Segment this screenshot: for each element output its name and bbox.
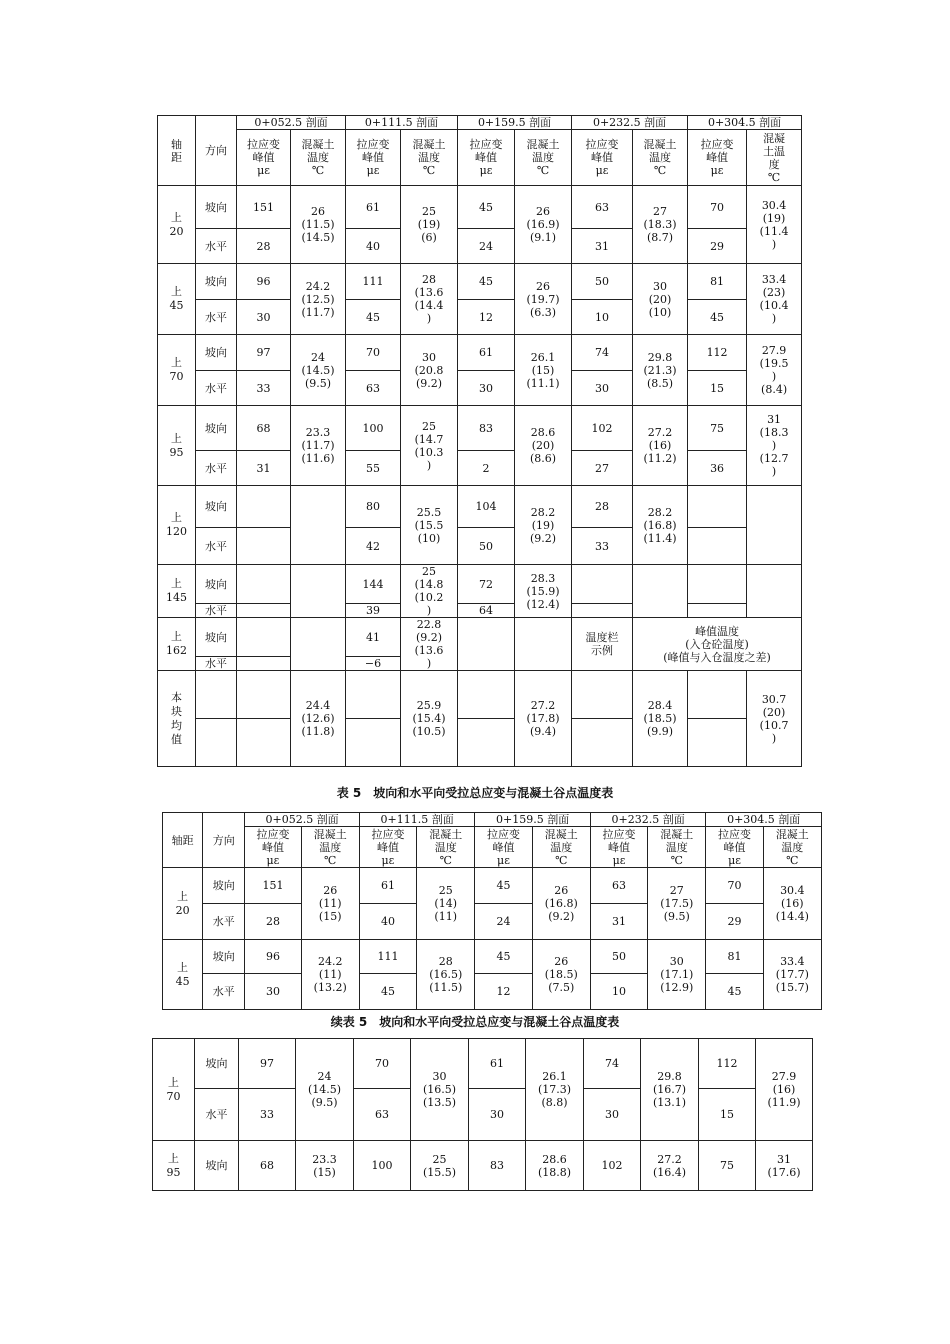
strain-cell: 2 [458, 451, 515, 486]
direction-cell: 水平 [196, 371, 237, 406]
strain-cell: 30 [469, 1089, 526, 1141]
temperature-cell: 26 (11) (15) [301, 868, 359, 940]
strain-cell [237, 604, 291, 618]
strain-cell [237, 671, 291, 719]
temperature-cell [291, 565, 346, 618]
direction-cell: 坡向 [196, 618, 237, 657]
axis-cell: 上 45 [158, 264, 196, 335]
temperature-cell: 25 (15.5) [411, 1141, 469, 1191]
strain-cell [458, 618, 515, 671]
strain-cell: 39 [346, 604, 401, 618]
strain-cell: 64 [458, 604, 515, 618]
temperature-cell: 25 (14) (11) [417, 868, 475, 940]
strain-temperature-table-valley [162, 812, 822, 1010]
strain-cell: 81 [688, 264, 747, 300]
strain-cell: 41 [346, 618, 401, 657]
temperature-cell: 26 (19.7) (6.3) [515, 264, 572, 335]
temperature-cell: 26.1 (17.3) (8.8) [526, 1039, 584, 1141]
temperature-cell [291, 486, 346, 565]
strain-cell: 63 [572, 186, 633, 229]
section-header: 0+159.5 剖面 [475, 813, 591, 827]
strain-cell: 28 [572, 486, 633, 528]
table-caption: 表 5 坡向和水平向受拉总应变与混凝土谷点温度表 [336, 786, 614, 800]
temperature-header: 混凝土 温度 ℃ [648, 827, 706, 868]
temperature-cell: 27.2 (16) (11.2) [633, 406, 688, 486]
direction-cell: 坡向 [195, 1141, 239, 1191]
section-header: 0+052.5 剖面 [245, 813, 360, 827]
strain-cell [346, 719, 401, 767]
axis-cell: 本 块 均 值 [158, 671, 196, 767]
temperature-cell: 25.9 (15.4) (10.5) [401, 671, 458, 767]
strain-cell [237, 618, 291, 657]
strain-temperature-table-continued [152, 1038, 813, 1191]
strain-cell: 63 [354, 1089, 411, 1141]
direction-cell: 坡向 [196, 565, 237, 604]
temperature-cell: 27.2 (17.8) (9.4) [515, 671, 572, 767]
direction-cell: 水平 [203, 904, 245, 940]
temperature-cell [747, 486, 802, 565]
temperature-cell: 27.2 (16.4) [641, 1141, 699, 1191]
strain-cell: 102 [572, 406, 633, 451]
temperature-cell [633, 565, 688, 618]
temperature-cell: 30.4 (16) (14.4) [763, 868, 821, 940]
temperature-cell: 27 (18.3) (8.7) [633, 186, 688, 264]
strain-cell: 45 [458, 264, 515, 300]
strain-cell: 97 [239, 1039, 296, 1089]
strain-header: 拉应变 峰值 με [237, 130, 291, 186]
strain-cell [688, 604, 747, 618]
temperature-cell: 24.2 (12.5) (11.7) [291, 264, 346, 335]
strain-cell: 50 [458, 528, 515, 565]
strain-temperature-table-peak [157, 115, 802, 767]
strain-cell: 104 [458, 486, 515, 528]
temperature-header: 混凝土 温度 ℃ [401, 130, 458, 186]
temperature-cell: 33.4 (17.7) (15.7) [763, 940, 821, 1010]
strain-cell: 70 [706, 868, 763, 904]
axis-cell: 上 45 [163, 940, 203, 1010]
strain-cell: 28 [237, 229, 291, 264]
strain-cell: 70 [354, 1039, 411, 1089]
temperature-cell: 25 (19) (6) [401, 186, 458, 264]
direction-cell: 坡向 [196, 335, 237, 371]
strain-cell: 72 [458, 565, 515, 604]
temperature-cell: 27.9 (19.5 ) (8.4) [747, 335, 802, 406]
strain-cell [237, 565, 291, 604]
temperature-cell: 24 (14.5) (9.5) [291, 335, 346, 406]
axis-header: 轴 距 [158, 116, 196, 186]
axis-cell: 上 20 [163, 868, 203, 940]
direction-cell: 水平 [196, 528, 237, 565]
strain-cell: 83 [469, 1141, 526, 1191]
temperature-cell: 26 (16.9) (9.1) [515, 186, 572, 264]
strain-cell: 50 [590, 940, 647, 974]
temperature-cell: 24 (14.5) (9.5) [296, 1039, 354, 1141]
strain-cell: 31 [572, 229, 633, 264]
strain-cell: 15 [688, 371, 747, 406]
strain-cell: 144 [346, 565, 401, 604]
strain-cell: 45 [359, 974, 416, 1010]
strain-cell: 45 [458, 186, 515, 229]
temperature-header: 混凝土 温度 ℃ [291, 130, 346, 186]
temperature-header: 混凝土 温度 ℃ [633, 130, 688, 186]
strain-cell: 12 [475, 974, 532, 1010]
strain-cell: 100 [354, 1141, 411, 1191]
strain-cell [237, 528, 291, 565]
temperature-header: 混凝土 温度 ℃ [763, 827, 821, 868]
strain-cell: 31 [237, 451, 291, 486]
temperature-cell: 30 (17.1) (12.9) [648, 940, 706, 1010]
strain-cell [458, 671, 515, 719]
legend-text: 峰值温度 (入仓砼温度) (峰值与入仓温度之差) [633, 618, 802, 671]
strain-header: 拉应变 峰值 με [688, 130, 747, 186]
strain-cell: 33 [237, 371, 291, 406]
strain-cell: 40 [359, 904, 416, 940]
strain-cell: 74 [584, 1039, 641, 1089]
temperature-header: 混凝土 温度 ℃ [301, 827, 359, 868]
strain-cell: 96 [245, 940, 301, 974]
direction-cell: 水平 [195, 1089, 239, 1141]
temperature-header: 混凝土 温度 ℃ [417, 827, 475, 868]
axis-cell: 上 95 [158, 406, 196, 486]
strain-cell: 30 [572, 371, 633, 406]
strain-header: 拉应变 峰值 με [706, 827, 763, 868]
axis-cell: 上 162 [158, 618, 196, 671]
direction-cell [196, 719, 237, 767]
strain-cell: 151 [245, 868, 301, 904]
strain-cell: −6 [346, 657, 401, 671]
strain-header: 拉应变 峰值 με [458, 130, 515, 186]
section-header: 0+304.5 剖面 [688, 116, 802, 130]
section-header: 0+111.5 剖面 [346, 116, 458, 130]
axis-cell: 上 70 [158, 335, 196, 406]
temperature-cell [291, 618, 346, 671]
strain-cell: 45 [475, 940, 532, 974]
section-header: 0+159.5 剖面 [458, 116, 572, 130]
temperature-cell: 33.4 (23) (10.4 ) [747, 264, 802, 335]
strain-cell: 30 [458, 371, 515, 406]
temperature-cell: 26 (18.5) (7.5) [532, 940, 590, 1010]
legend-label: 温度栏 示例 [572, 618, 633, 671]
temperature-cell: 25 (14.8 (10.2 ) [401, 565, 458, 618]
strain-cell: 61 [458, 335, 515, 371]
section-header: 0+111.5 剖面 [359, 813, 475, 827]
strain-cell: 151 [237, 186, 291, 229]
temperature-cell: 26.1 (15) (11.1) [515, 335, 572, 406]
strain-cell [458, 719, 515, 767]
strain-header: 拉应变 峰值 με [475, 827, 532, 868]
strain-cell: 10 [572, 300, 633, 335]
strain-cell [237, 657, 291, 671]
temperature-cell: 26 (11.5) (14.5) [291, 186, 346, 264]
axis-cell: 上 95 [153, 1141, 195, 1191]
temperature-cell [747, 565, 802, 618]
strain-cell: 50 [572, 264, 633, 300]
temperature-cell: 28 (16.5) (11.5) [417, 940, 475, 1010]
temperature-header: 混凝土 温度 ℃ [515, 130, 572, 186]
temperature-cell: 30 (16.5) (13.5) [411, 1039, 469, 1141]
strain-cell: 112 [699, 1039, 756, 1089]
direction-cell [196, 671, 237, 719]
temperature-cell: 28.4 (18.5) (9.9) [633, 671, 688, 767]
temperature-cell: 30.4 (19) (11.4 ) [747, 186, 802, 264]
strain-cell [346, 671, 401, 719]
strain-cell [237, 719, 291, 767]
temperature-cell: 31 (18.3 ) (12.7 ) [747, 406, 802, 486]
temperature-cell: 29.8 (16.7) (13.1) [641, 1039, 699, 1141]
section-header: 0+304.5 剖面 [706, 813, 822, 827]
table-body [153, 1039, 813, 1141]
temperature-cell: 28 (13.6 (14.4 ) [401, 264, 458, 335]
strain-header: 拉应变 峰值 με [590, 827, 647, 868]
strain-cell: 55 [346, 451, 401, 486]
strain-cell [688, 528, 747, 565]
direction-cell: 水平 [196, 657, 237, 671]
strain-cell: 30 [237, 300, 291, 335]
direction-cell: 坡向 [196, 486, 237, 528]
strain-cell: 111 [346, 264, 401, 300]
strain-cell: 12 [458, 300, 515, 335]
temperature-cell [515, 618, 572, 671]
temperature-cell: 24.4 (12.6) (11.8) [291, 671, 346, 767]
section-header: 0+232.5 剖面 [590, 813, 706, 827]
strain-cell: 10 [590, 974, 647, 1010]
temperature-cell: 27.9 (16) (11.9) [756, 1039, 813, 1141]
strain-cell: 70 [688, 186, 747, 229]
temperature-cell: 28.6 (18.8) [526, 1141, 584, 1191]
strain-cell: 30 [584, 1089, 641, 1141]
direction-cell: 坡向 [196, 406, 237, 451]
strain-cell: 61 [359, 868, 416, 904]
strain-cell: 24 [475, 904, 532, 940]
strain-cell: 97 [237, 335, 291, 371]
direction-cell: 水平 [196, 229, 237, 264]
direction-cell: 水平 [196, 604, 237, 618]
direction-cell: 水平 [203, 974, 245, 1010]
strain-cell [688, 719, 747, 767]
strain-header: 拉应变 峰值 με [572, 130, 633, 186]
strain-cell: 96 [237, 264, 291, 300]
strain-cell: 80 [346, 486, 401, 528]
strain-cell: 68 [237, 406, 291, 451]
strain-cell: 63 [346, 371, 401, 406]
temperature-cell: 26 (16.8) (9.2) [532, 868, 590, 940]
temperature-cell: 30 (20.8 (9.2) [401, 335, 458, 406]
strain-cell [572, 604, 633, 618]
temperature-cell: 28.2 (16.8) (11.4) [633, 486, 688, 565]
section-header: 0+232.5 剖面 [572, 116, 688, 130]
strain-cell: 45 [706, 974, 763, 1010]
strain-header: 拉应变 峰值 με [245, 827, 301, 868]
temperature-cell: 22.8 (9.2) (13.6 ) [401, 618, 458, 671]
strain-cell: 29 [706, 904, 763, 940]
strain-cell [237, 486, 291, 528]
strain-cell [688, 486, 747, 528]
strain-cell: 40 [346, 229, 401, 264]
strain-cell: 74 [572, 335, 633, 371]
strain-cell: 31 [590, 904, 647, 940]
section-header: 0+052.5 剖面 [237, 116, 346, 130]
temperature-cell: 25.5 (15.5 (10) [401, 486, 458, 565]
direction-cell: 坡向 [196, 264, 237, 300]
table-caption: 续表 5 坡向和水平向受拉总应变与混凝土谷点温度表 [330, 1015, 620, 1029]
strain-cell: 61 [469, 1039, 526, 1089]
strain-cell: 45 [346, 300, 401, 335]
strain-cell: 83 [458, 406, 515, 451]
direction-cell: 坡向 [203, 868, 245, 904]
temperature-cell: 25 (14.7 (10.3 ) [401, 406, 458, 486]
strain-cell: 45 [688, 300, 747, 335]
strain-cell [572, 565, 633, 604]
temperature-cell: 29.8 (21.3) (8.5) [633, 335, 688, 406]
table-body [158, 186, 802, 618]
strain-cell: 70 [346, 335, 401, 371]
direction-cell: 坡向 [196, 186, 237, 229]
axis-cell: 上 20 [158, 186, 196, 264]
direction-cell: 水平 [196, 300, 237, 335]
temperature-cell: 28.6 (20) (8.6) [515, 406, 572, 486]
strain-cell: 33 [239, 1089, 296, 1141]
direction-cell: 坡向 [195, 1039, 239, 1089]
strain-cell: 29 [688, 229, 747, 264]
temperature-cell: 27 (17.5) (9.5) [648, 868, 706, 940]
direction-header: 方向 [196, 116, 237, 186]
strain-cell: 33 [572, 528, 633, 565]
strain-cell [688, 671, 747, 719]
strain-cell: 81 [706, 940, 763, 974]
temperature-cell: 30 (20) (10) [633, 264, 688, 335]
temperature-cell: 28.2 (19) (9.2) [515, 486, 572, 565]
direction-header: 方向 [203, 813, 245, 868]
strain-cell: 27 [572, 451, 633, 486]
axis-cell: 上 120 [158, 486, 196, 565]
strain-cell [688, 565, 747, 604]
strain-header: 拉应变 峰值 με [346, 130, 401, 186]
strain-cell: 100 [346, 406, 401, 451]
strain-cell: 111 [359, 940, 416, 974]
strain-cell: 102 [584, 1141, 641, 1191]
strain-cell: 75 [699, 1141, 756, 1191]
strain-cell [572, 719, 633, 767]
axis-cell: 上 145 [158, 565, 196, 618]
strain-cell: 75 [688, 406, 747, 451]
temperature-cell: 31 (17.6) [756, 1141, 813, 1191]
strain-cell: 30 [245, 974, 301, 1010]
temperature-header: 混凝 土温 度 ℃ [747, 130, 802, 186]
temperature-cell: 28.3 (15.9) (12.4) [515, 565, 572, 618]
strain-cell: 112 [688, 335, 747, 371]
strain-cell: 68 [239, 1141, 296, 1191]
strain-cell: 42 [346, 528, 401, 565]
strain-cell: 61 [346, 186, 401, 229]
axis-cell: 上 70 [153, 1039, 195, 1141]
temperature-cell: 23.3 (11.7) (11.6) [291, 406, 346, 486]
strain-cell [572, 671, 633, 719]
strain-cell: 45 [475, 868, 532, 904]
strain-cell: 24 [458, 229, 515, 264]
strain-cell: 15 [699, 1089, 756, 1141]
strain-header: 拉应变 峰值 με [359, 827, 416, 868]
direction-cell: 水平 [196, 451, 237, 486]
strain-cell: 36 [688, 451, 747, 486]
table-body [163, 868, 822, 1010]
strain-cell: 63 [590, 868, 647, 904]
temperature-header: 混凝土 温度 ℃ [532, 827, 590, 868]
temperature-cell: 30.7 (20) (10.7 ) [747, 671, 802, 767]
direction-cell: 坡向 [203, 940, 245, 974]
temperature-cell: 24.2 (11) (13.2) [301, 940, 359, 1010]
strain-cell: 28 [245, 904, 301, 940]
axis-header: 轴距 [163, 813, 203, 868]
temperature-cell: 23.3 (15) [296, 1141, 354, 1191]
